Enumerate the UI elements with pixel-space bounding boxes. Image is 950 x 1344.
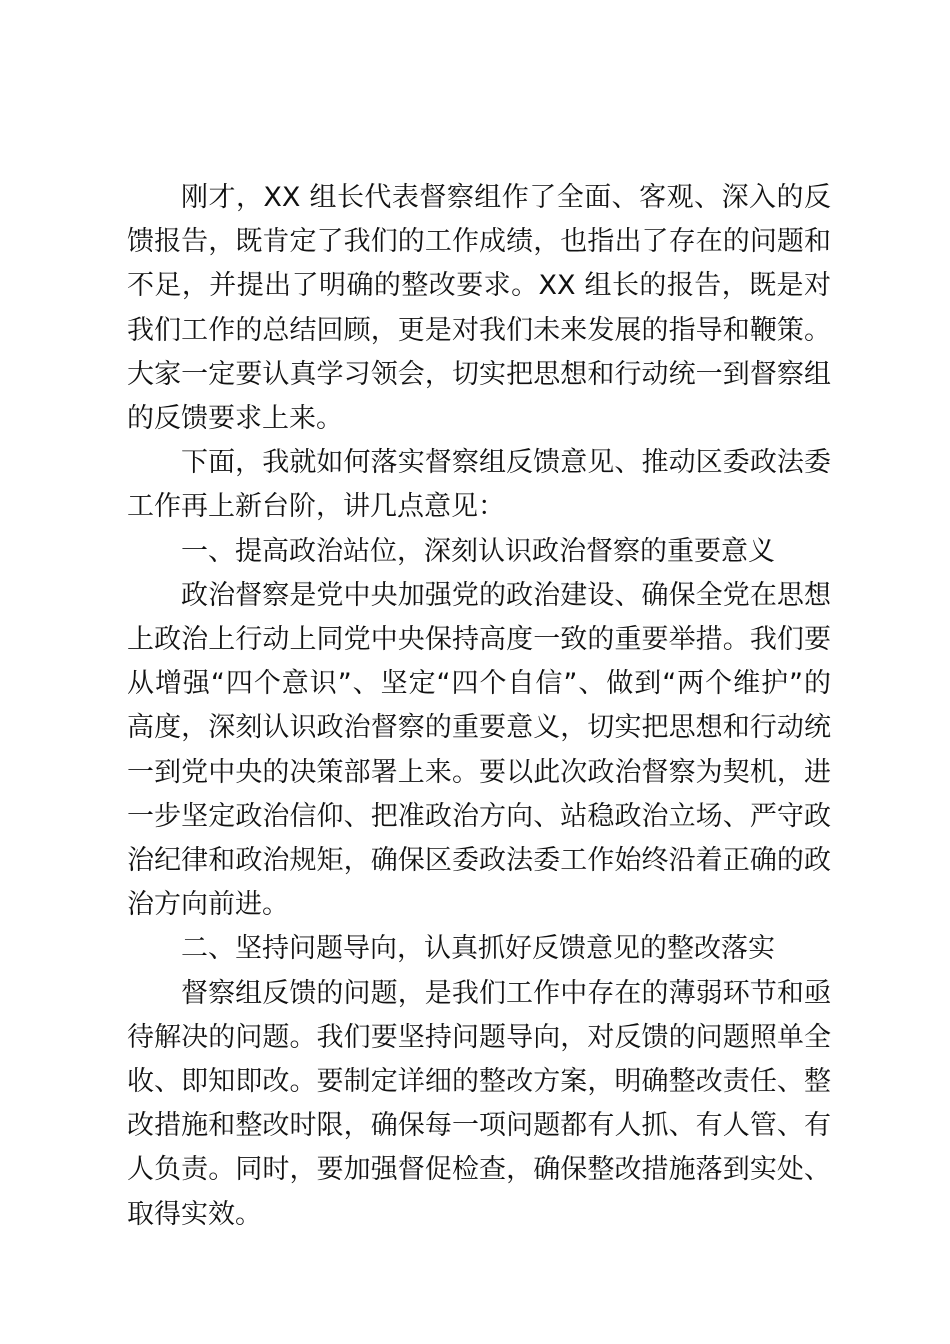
paragraph-intro: 下面，我就如何落实督察组反馈意见、推动区委政法委工作再上新台阶，讲几点意见：: [127, 447, 831, 523]
document-body: [127, 176, 831, 1237]
paragraph-section-2: 督察组反馈的问题，是我们工作中存在的薄弱环节和亟待解决的问题。我们要坚持问题导向，对反馈的问题照单全收、即知即改。要制定详细的整改方案，明确整改责任、整改措施和整改时限，确保每一项问题都有人抓、有人管、有人负责。同时，要加强督促检查，确保整改措施落到实处、取得实效。: [127, 977, 831, 1230]
paragraph-opening: 刚才，XX 组长代表督察组作了全面、客观、深入的反馈报告，既肯定了我们的工作成绩，也指出了存在的问题和不足，并提出了明确的整改要求。XX 组长的报告，既是对我们工作的总结回顾，更是对我们未来发展的指导和鞭策。大家一定要认真学习领会，切实把思想和行动统一到督察组的反馈要求上来。: [127, 182, 831, 435]
section-heading-2: 二、坚持问题导向，认真抓好反馈意见的整改落实: [181, 933, 775, 965]
section-heading-1: 一、提高政治站位，深刻认识政治督察的重要意义: [181, 535, 775, 567]
paragraph-section-1: 政治督察是党中央加强党的政治建设、确保全党在思想上政治上行动上同党中央保持高度一致的重要举措。我们要从增强“四个意识”、坚定“四个自信”、做到“两个维护”的高度，深刻认识政治督察的重要意义，切实把思想和行动统一到党中央的决策部署上来。要以此次政治督察为契机，进一步坚定政治信仰、把准政治方向、站稳政治立场、严守政治纪律和政治规矩，确保区委政法委工作始终沿着正确的政治方向前进。: [127, 579, 831, 921]
